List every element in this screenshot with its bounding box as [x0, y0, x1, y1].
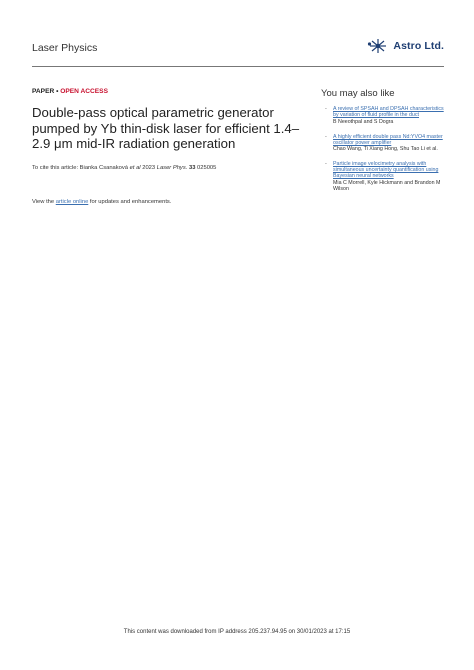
related-article-authors: B Neeothpal and S Dogra: [333, 118, 394, 125]
list-bullet: -: [325, 106, 327, 112]
open-access-badge: OPEN ACCESS: [60, 88, 108, 95]
list-bullet: -: [325, 161, 327, 168]
related-article-link[interactable]: A highly efficient double pass Nd:YVO4 master oscillator power amplifier: [333, 133, 443, 146]
journal-name: Laser Physics: [32, 42, 98, 54]
header-divider: [32, 66, 444, 67]
article-type: PAPER: [32, 88, 55, 95]
sidebar-title: You may also like: [321, 88, 395, 99]
citation-line: [32, 165, 314, 171]
related-articles-sidebar: [321, 88, 446, 201]
citation-prefix: To cite this article: Bianka Csanaková: [32, 164, 130, 171]
related-article-authors: Mia C Morrell, Kyle Hickmann and Brandon M Wilson: [333, 179, 441, 193]
article-online-link[interactable]: article online: [55, 198, 89, 205]
related-article-link[interactable]: Particle image velocimetry analysis with simultaneous uncertainty quantification using Bayesian neural networks: [333, 161, 439, 180]
publisher-logo[interactable]: [367, 38, 444, 54]
view-suffix: for updates and enhancements.: [88, 198, 172, 205]
citation-journal: Laser Phys.: [156, 164, 188, 171]
citation-year: 2023: [140, 164, 157, 171]
article-kicker: [32, 88, 314, 95]
view-prefix: View the: [32, 198, 56, 205]
publisher-logo-text: Astro Ltd.: [393, 40, 444, 52]
related-article-item: [321, 161, 446, 192]
article-block: [32, 88, 314, 205]
kicker-separator: •: [54, 88, 61, 95]
astro-star-icon: [367, 38, 389, 54]
related-article-item: [321, 106, 446, 125]
citation-volume: 33: [188, 164, 196, 171]
article-title: Double-pass optical parametric generator pumped by Yb thin-disk laser for efficient 1.4–2.9 μm mid-IR radiation generation: [32, 105, 300, 151]
download-footer: This content was downloaded from IP address 205.237.94.95 on 30/01/2023 at 17:15: [123, 629, 351, 635]
citation-article-number: 025005: [195, 164, 217, 171]
related-article-link[interactable]: A review of SPSAH and DPSAH characteristics by variation of fluid profile in the duct: [333, 106, 444, 118]
citation-etal: et al: [129, 164, 141, 171]
related-article-authors: Chao Wang, Ti Xiang Hong, Shu Tao Li et al.: [333, 146, 438, 153]
view-online-line: [32, 199, 314, 205]
related-article-item: [321, 134, 446, 153]
list-bullet: -: [325, 133, 327, 140]
